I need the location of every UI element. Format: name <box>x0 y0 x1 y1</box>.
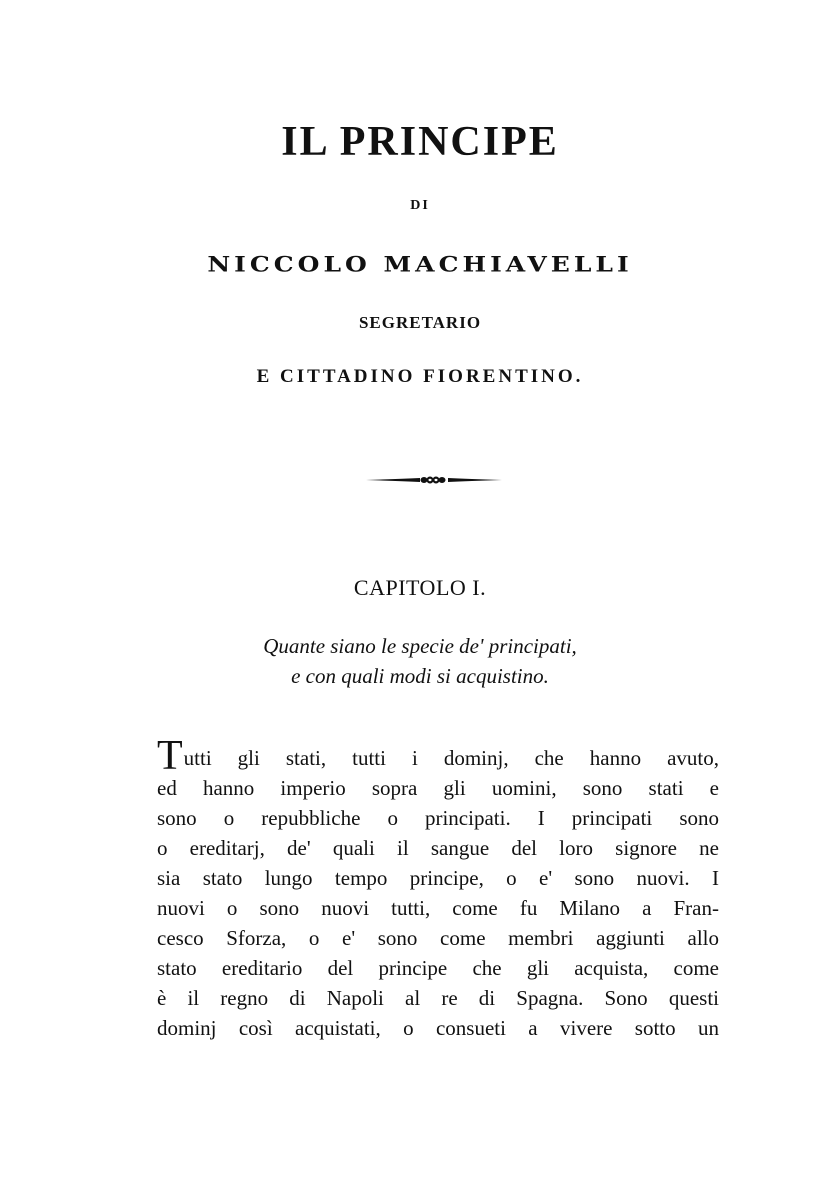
text-line: ed hanno imperio sopra gli uomini, sono stati e <box>157 776 719 800</box>
author-role-line-1: SEGRETARIO <box>358 313 482 332</box>
text-line: è il regno di Napoli al re di Spagna. Sono questi <box>157 986 719 1010</box>
text-line: dominj così acquistati, o consueti a vivere sotto un <box>157 1016 719 1040</box>
body-paragraph <box>157 733 719 1043</box>
divider-ornament-icon <box>364 470 504 490</box>
author-name: NICCOLO MACHIAVELLI <box>207 252 633 277</box>
by-label: DI <box>410 198 430 213</box>
text-line: nuovi o sono nuovi tutti, come fu Milano a Fran- <box>157 896 719 920</box>
text-line: o ereditarj, de' quali il sangue del loro signore ne <box>157 836 719 860</box>
chapter-subtitle-line-1: Quante siano le specie de' principati, <box>263 634 577 658</box>
text-line: cesco Sforza, o e' sono come membri aggiunti allo <box>157 926 719 950</box>
text-line: stato ereditario del principe che gli acquista, come <box>157 956 719 980</box>
book-title: IL PRINCIPE <box>281 119 559 165</box>
text-line: sia stato lungo tempo principe, o e' sono nuovi. I <box>157 866 719 890</box>
drop-cap: T <box>157 733 183 779</box>
text-line-content: utti gli stati, tutti i dominj, che hanno avuto, <box>183 746 719 770</box>
text-line: sono o repubbliche o principati. I principati sono <box>157 806 719 830</box>
chapter-heading: CAPITOLO I. <box>353 575 487 600</box>
author-role-line-2: E CITTADINO FIORENTINO. <box>256 366 584 387</box>
chapter-subtitle-line-2: e con quali modi si acquistino. <box>291 664 549 688</box>
text-line <box>157 733 719 779</box>
